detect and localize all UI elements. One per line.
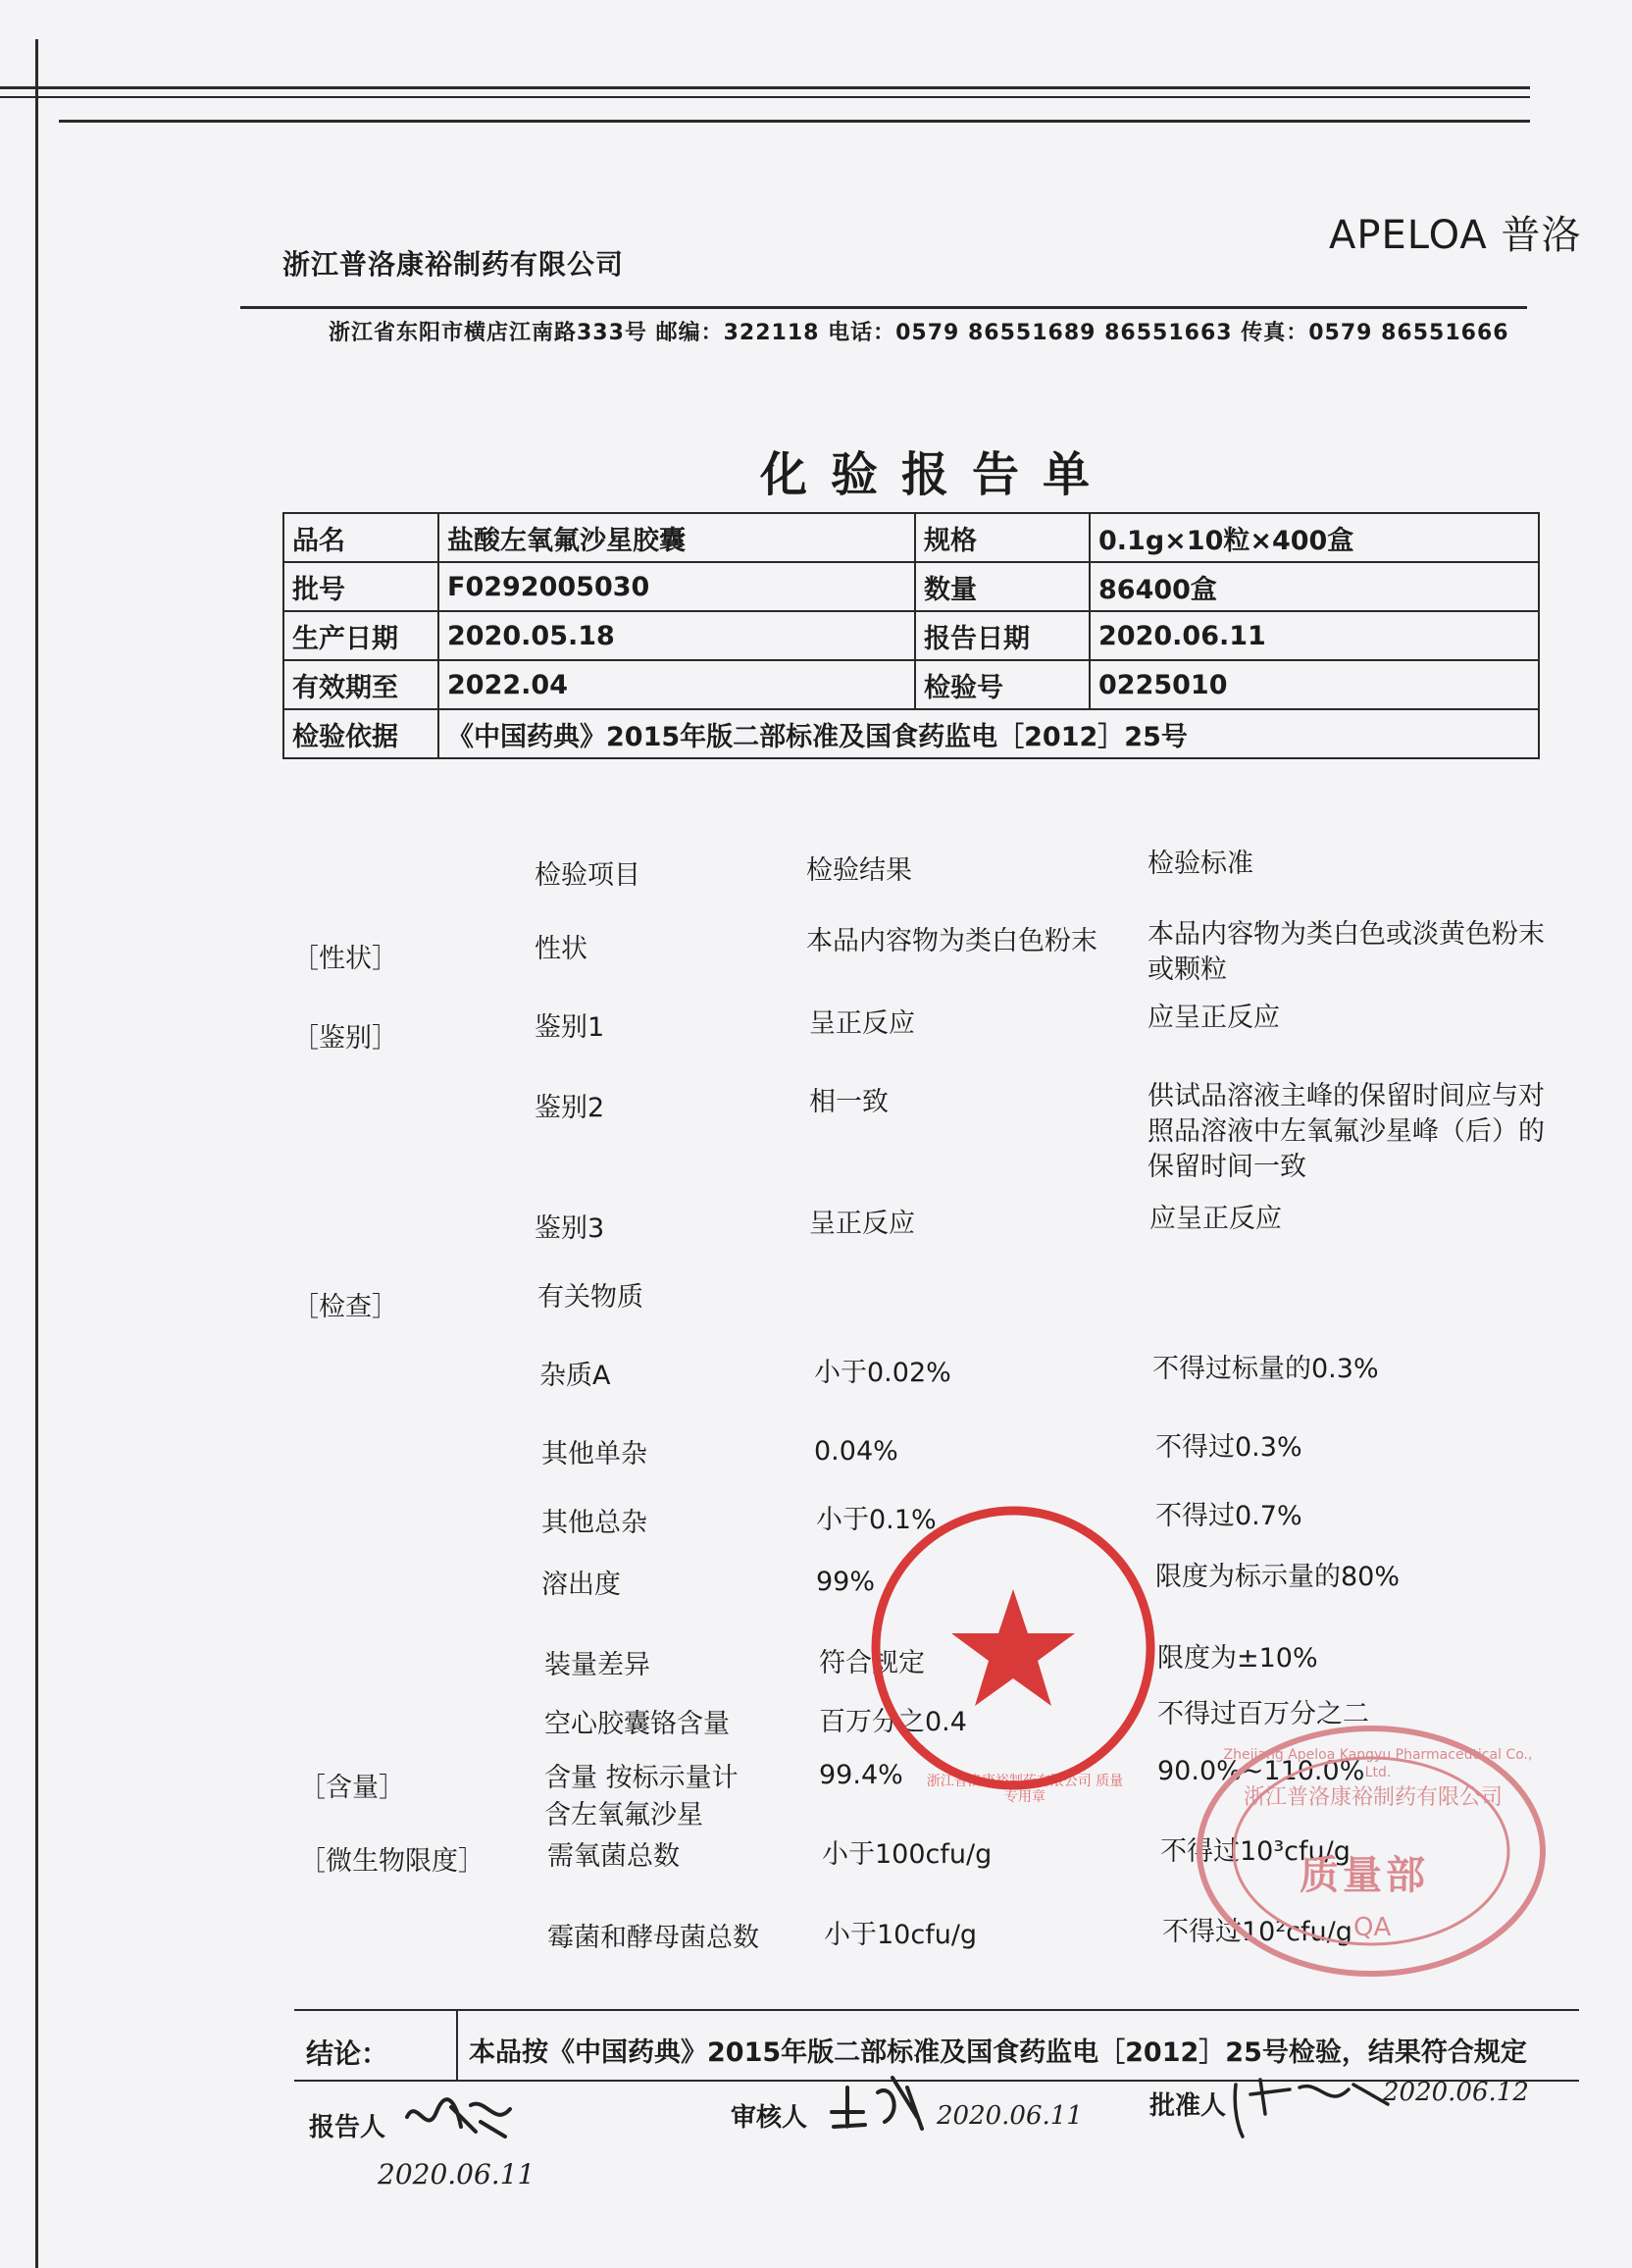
result-item: 其他总杂 [541, 1508, 647, 1538]
mfg-date-value: 2020.05.18 [438, 611, 915, 660]
result-value: 相一致 [809, 1087, 889, 1117]
result-value: 符合规定 [819, 1648, 925, 1678]
result-value: 百万分之0.4 [819, 1707, 967, 1737]
result-value: 呈正反应 [809, 1008, 915, 1039]
spec-label: 规格 [915, 513, 1090, 562]
result-item: 性状 [535, 934, 587, 964]
result-item: 其他单杂 [541, 1439, 647, 1469]
result-value: 小于0.02% [814, 1358, 951, 1388]
approver-label: 批准人 [1149, 2091, 1227, 2121]
result-value: 0.04% [814, 1436, 898, 1467]
info-row [283, 611, 1539, 660]
result-standard: 不得过百万分之二 [1157, 1699, 1369, 1729]
result-item: 鉴别3 [535, 1213, 605, 1244]
result-value: 小于0.1% [816, 1505, 937, 1535]
result-value: 小于100cfu/g [822, 1839, 993, 1870]
conclusion-divider [456, 2011, 458, 2080]
product-name-label: 品名 [283, 513, 438, 562]
expiry-value: 2022.04 [438, 660, 915, 709]
result-item-line-2: 含左氧氟沙星 [544, 1800, 703, 1830]
company-name: 浙江普洛康裕制药有限公司 [282, 248, 625, 281]
basis-value: 《中国药典》2015年版二部标准及国食药监电［2012］25号 [438, 709, 1539, 758]
result-standard: 限度为标示量的80% [1155, 1562, 1401, 1592]
product-info-table [282, 512, 1540, 759]
category-identification: ［鉴别］ [292, 1023, 398, 1054]
company-logo: APELOA 普洛 [1329, 213, 1582, 258]
column-header-standard: 检验标准 [1148, 849, 1253, 879]
left-margin-line [35, 39, 38, 2268]
company-seal-text: 浙江普洛康裕制药有限公司 质量专用章 [926, 1774, 1124, 1805]
report-date-label: 报告日期 [915, 611, 1090, 660]
spec-value: 0.1g×10粒×400盒 [1090, 513, 1539, 562]
result-standard: 不得过0.7% [1155, 1501, 1302, 1531]
info-row [283, 709, 1539, 758]
reviewer-signature [824, 2068, 932, 2137]
result-item: 鉴别2 [535, 1093, 605, 1123]
product-name-value: 盐酸左氧氟沙星胶囊 [438, 513, 915, 562]
top-margin-line-2 [0, 96, 1530, 98]
category-appearance: ［性状］ [292, 944, 398, 974]
reviewer-date: 2020.06.11 [937, 2101, 1083, 2131]
company-address: 浙江省东阳市横店江南路333号 邮编：322118 电话：0579 86551689 86551663 传真：0579 86551666 [329, 321, 1509, 345]
conclusion-label: 结论： [306, 2037, 389, 2070]
result-value: 小于10cfu/g [824, 1920, 978, 1950]
company-seal-stamp [861, 1496, 1165, 1800]
expiry-label: 有效期至 [283, 660, 438, 709]
column-header-item: 检验项目 [535, 860, 640, 891]
test-no-value: 0225010 [1090, 660, 1539, 709]
quantity-label: 数量 [915, 562, 1090, 611]
result-item: 鉴别1 [535, 1012, 605, 1043]
result-standard: 90.0%~110.0% [1157, 1756, 1365, 1786]
result-item: 需氧菌总数 [547, 1841, 680, 1872]
column-header-result: 检验结果 [806, 855, 912, 886]
result-standard: 应呈正反应 [1148, 1003, 1280, 1033]
result-value: 99% [816, 1567, 876, 1597]
batch-value: F0292005030 [438, 562, 915, 611]
info-row [283, 562, 1539, 611]
result-value: 呈正反应 [809, 1209, 915, 1239]
result-item: 杂质A [539, 1361, 611, 1391]
result-standard: 限度为±10% [1157, 1643, 1318, 1674]
category-assay: ［含量］ [299, 1773, 405, 1803]
basis-label: 检验依据 [283, 709, 438, 758]
category-check: ［检查］ [292, 1292, 398, 1322]
info-row [283, 660, 1539, 709]
result-standard: 不得过10²cfu/g [1162, 1917, 1352, 1947]
header-rule [240, 306, 1527, 309]
top-margin-line [0, 86, 1530, 89]
result-item: 空心胶囊铬含量 [544, 1709, 730, 1739]
category-microbial: ［微生物限度］ [299, 1846, 484, 1877]
qa-seal-en-text: Zhejiang Apeloa Kangyu Pharmaceutical Co., Ltd. [1223, 1747, 1533, 1780]
quantity-value: 86400盒 [1090, 562, 1539, 611]
result-standard: 本品内容物为类白色或淡黄色粉末或颗粒 [1148, 919, 1545, 985]
reviewer-label: 审核人 [731, 2103, 808, 2133]
result-value: 本品内容物为类白色粉末 [806, 926, 1097, 956]
report-date-value: 2020.06.11 [1090, 611, 1539, 660]
result-standard: 不得过0.3% [1155, 1432, 1302, 1463]
result-item: 装量差异 [544, 1650, 650, 1680]
qa-seal-cn-text: 浙江普洛康裕制药有限公司 [1243, 1785, 1503, 1810]
result-standard: 不得过标量的0.3% [1152, 1354, 1379, 1384]
conclusion-text: 本品按《中国药典》2015年版二部标准及国食药监电［2012］25号检验，结果符合规定 [469, 2037, 1527, 2068]
test-no-label: 检验号 [915, 660, 1090, 709]
reporter-label: 报告人 [309, 2113, 386, 2142]
result-standard: 供试品溶液主峰的保留时间应与对照品溶液中左氧氟沙星峰（后）的保留时间一致 [1148, 1081, 1545, 1182]
top-margin-line-3 [59, 120, 1530, 123]
qa-seal-sub: QA [1353, 1913, 1392, 1942]
reporter-date: 2020.06.11 [378, 2158, 536, 2191]
info-row [283, 513, 1539, 562]
result-item: 有关物质 [537, 1282, 643, 1313]
approver-signature [1231, 2070, 1398, 2139]
result-standard: 不得过10³cfu/g [1160, 1836, 1351, 1867]
result-item: 溶出度 [541, 1570, 621, 1600]
result-item: 含量 按标示量计 [544, 1763, 739, 1793]
mfg-date-label: 生产日期 [283, 611, 438, 660]
approver-date: 2020.06.12 [1383, 2078, 1529, 2107]
result-standard: 应呈正反应 [1149, 1204, 1282, 1234]
result-value: 99.4% [819, 1760, 903, 1790]
batch-label: 批号 [283, 562, 438, 611]
result-item: 霉菌和酵母菌总数 [547, 1923, 759, 1953]
page-title: 化验报告单 [760, 447, 1114, 502]
reporter-signature [402, 2088, 520, 2146]
qa-seal-label: 质量部 [1300, 1853, 1429, 1898]
